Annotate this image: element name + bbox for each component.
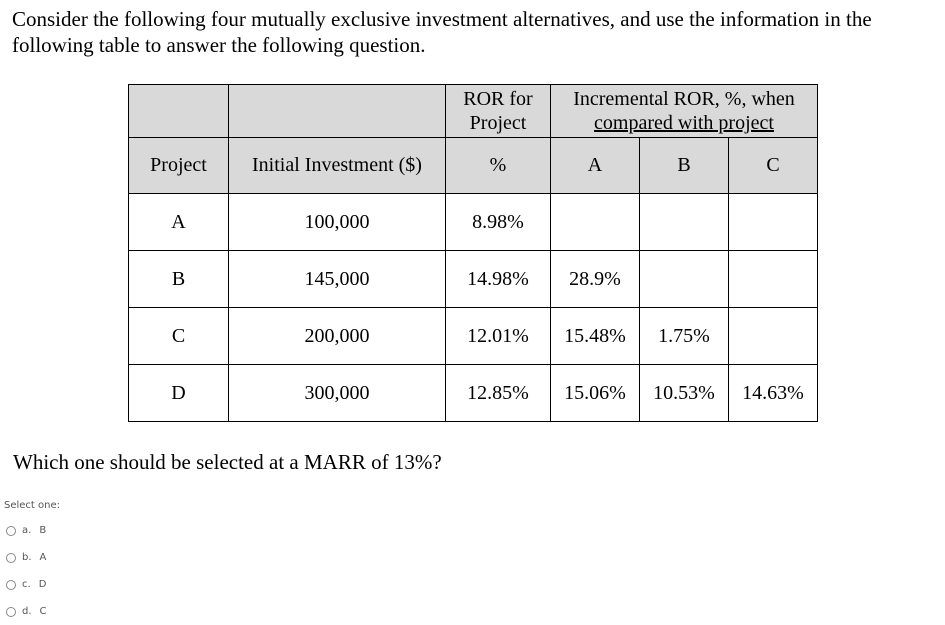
option-text: C — [39, 606, 47, 617]
cell-vs-b — [640, 251, 729, 308]
investment-table — [128, 84, 818, 422]
option-letter: d. — [22, 606, 32, 617]
radio-button[interactable] — [6, 553, 16, 563]
option-text: D — [38, 579, 47, 590]
cell-ror: 12.01% — [446, 308, 551, 365]
select-one-label: Select one: — [4, 500, 61, 511]
cell-investment: 200,000 — [229, 308, 446, 365]
cell-project: B — [129, 251, 229, 308]
header-vs-c: C — [729, 138, 818, 194]
table-header-row — [129, 85, 818, 138]
cell-vs-c: 14.63% — [729, 365, 818, 422]
cell-ror: 12.85% — [446, 365, 551, 422]
option-b[interactable] — [6, 544, 47, 571]
cell-ror: 8.98% — [446, 194, 551, 251]
cell-investment: 300,000 — [229, 365, 446, 422]
cell-vs-c — [729, 308, 818, 365]
option-text: B — [39, 525, 47, 536]
cell-vs-b: 1.75% — [640, 308, 729, 365]
table-header-row — [129, 138, 818, 194]
cell-project: C — [129, 308, 229, 365]
header-ror-line1: ROR for — [463, 88, 533, 110]
header-ror-for-project — [446, 85, 551, 138]
cell-investment: 100,000 — [229, 194, 446, 251]
answer-options — [6, 517, 47, 625]
cell-vs-a — [551, 194, 640, 251]
header-project: Project — [129, 138, 229, 194]
radio-button[interactable] — [6, 526, 16, 536]
header-incr-line1: Incremental ROR, %, when — [573, 88, 795, 110]
option-text: A — [39, 552, 47, 563]
header-incremental-ror — [551, 85, 818, 138]
question-intro: Consider the following four mutually exclusive investment alternatives, and use the information in the following table to answer the following question. — [12, 7, 872, 57]
header-incr-line2: compared with project — [594, 112, 774, 134]
cell-vs-c — [729, 251, 818, 308]
cell-ror: 14.98% — [446, 251, 551, 308]
cell-project: D — [129, 365, 229, 422]
table-row — [129, 365, 818, 422]
cell-project: A — [129, 194, 229, 251]
option-c[interactable] — [6, 571, 47, 598]
radio-button[interactable] — [6, 580, 16, 590]
cell-vs-a: 15.06% — [551, 365, 640, 422]
table-row — [129, 308, 818, 365]
radio-button[interactable] — [6, 607, 16, 617]
option-letter: c. — [22, 579, 31, 590]
cell-vs-a: 28.9% — [551, 251, 640, 308]
cell-investment: 145,000 — [229, 251, 446, 308]
header-cell-empty — [129, 85, 229, 138]
table-row — [129, 194, 818, 251]
header-cell-empty — [229, 85, 446, 138]
option-a[interactable] — [6, 517, 47, 544]
header-ror-line2: Project — [469, 112, 527, 134]
header-percent: % — [446, 138, 551, 194]
header-vs-a: A — [551, 138, 640, 194]
cell-vs-a: 15.48% — [551, 308, 640, 365]
sub-question: Which one should be selected at a MARR of 13%? — [13, 450, 442, 474]
option-letter: b. — [22, 552, 32, 563]
cell-vs-b — [640, 194, 729, 251]
option-letter: a. — [22, 525, 32, 536]
header-initial-investment: Initial Investment ($) — [229, 138, 446, 194]
table-row — [129, 251, 818, 308]
header-vs-b: B — [640, 138, 729, 194]
cell-vs-c — [729, 194, 818, 251]
cell-vs-b: 10.53% — [640, 365, 729, 422]
